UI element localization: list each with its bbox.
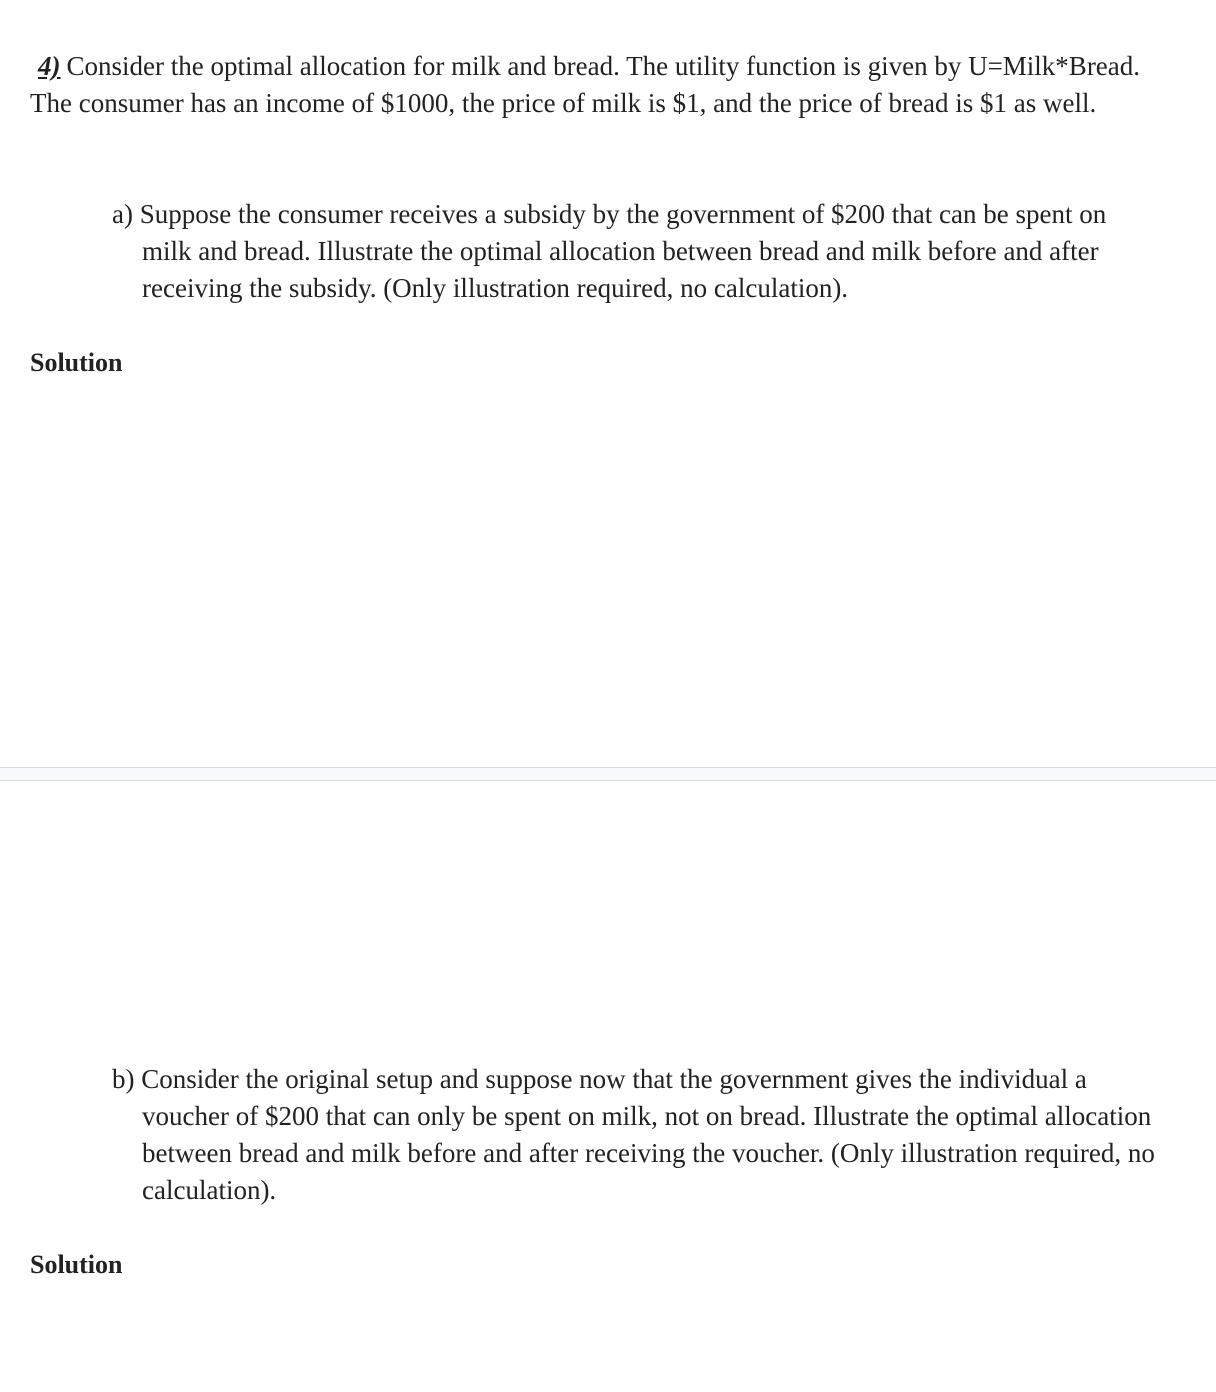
part-b-text: b) Consider the original setup and suppose now that the government gives the individual a voucher of $200 that can only be spent on milk, not on bread. Illustrate the optimal allocation between bread and milk before and after receiving the voucher. (Only illustration required, no calculation).: [112, 1064, 1155, 1205]
part-b-solution-label: Solution: [30, 1250, 123, 1279]
question-intro-text: Consider the optimal allocation for milk and bread. The utility function is given by U=Milk*Bread. The consumer has an income of $1000, the price of milk is $1, and the price of bread is $1 as well.: [30, 51, 1141, 118]
question-number: 4): [38, 51, 61, 81]
part-a-text: a) Suppose the consumer receives a subsidy by the government of $200 that can be spent on milk and bread. Illustrate the optimal allocation between bread and milk before and after receiving the subsidy. (Only illustration required, no calculation).: [112, 199, 1107, 303]
question-intro: [30, 48, 1180, 122]
part-a-solution-label: Solution: [30, 348, 123, 377]
page-divider: [0, 767, 1216, 781]
